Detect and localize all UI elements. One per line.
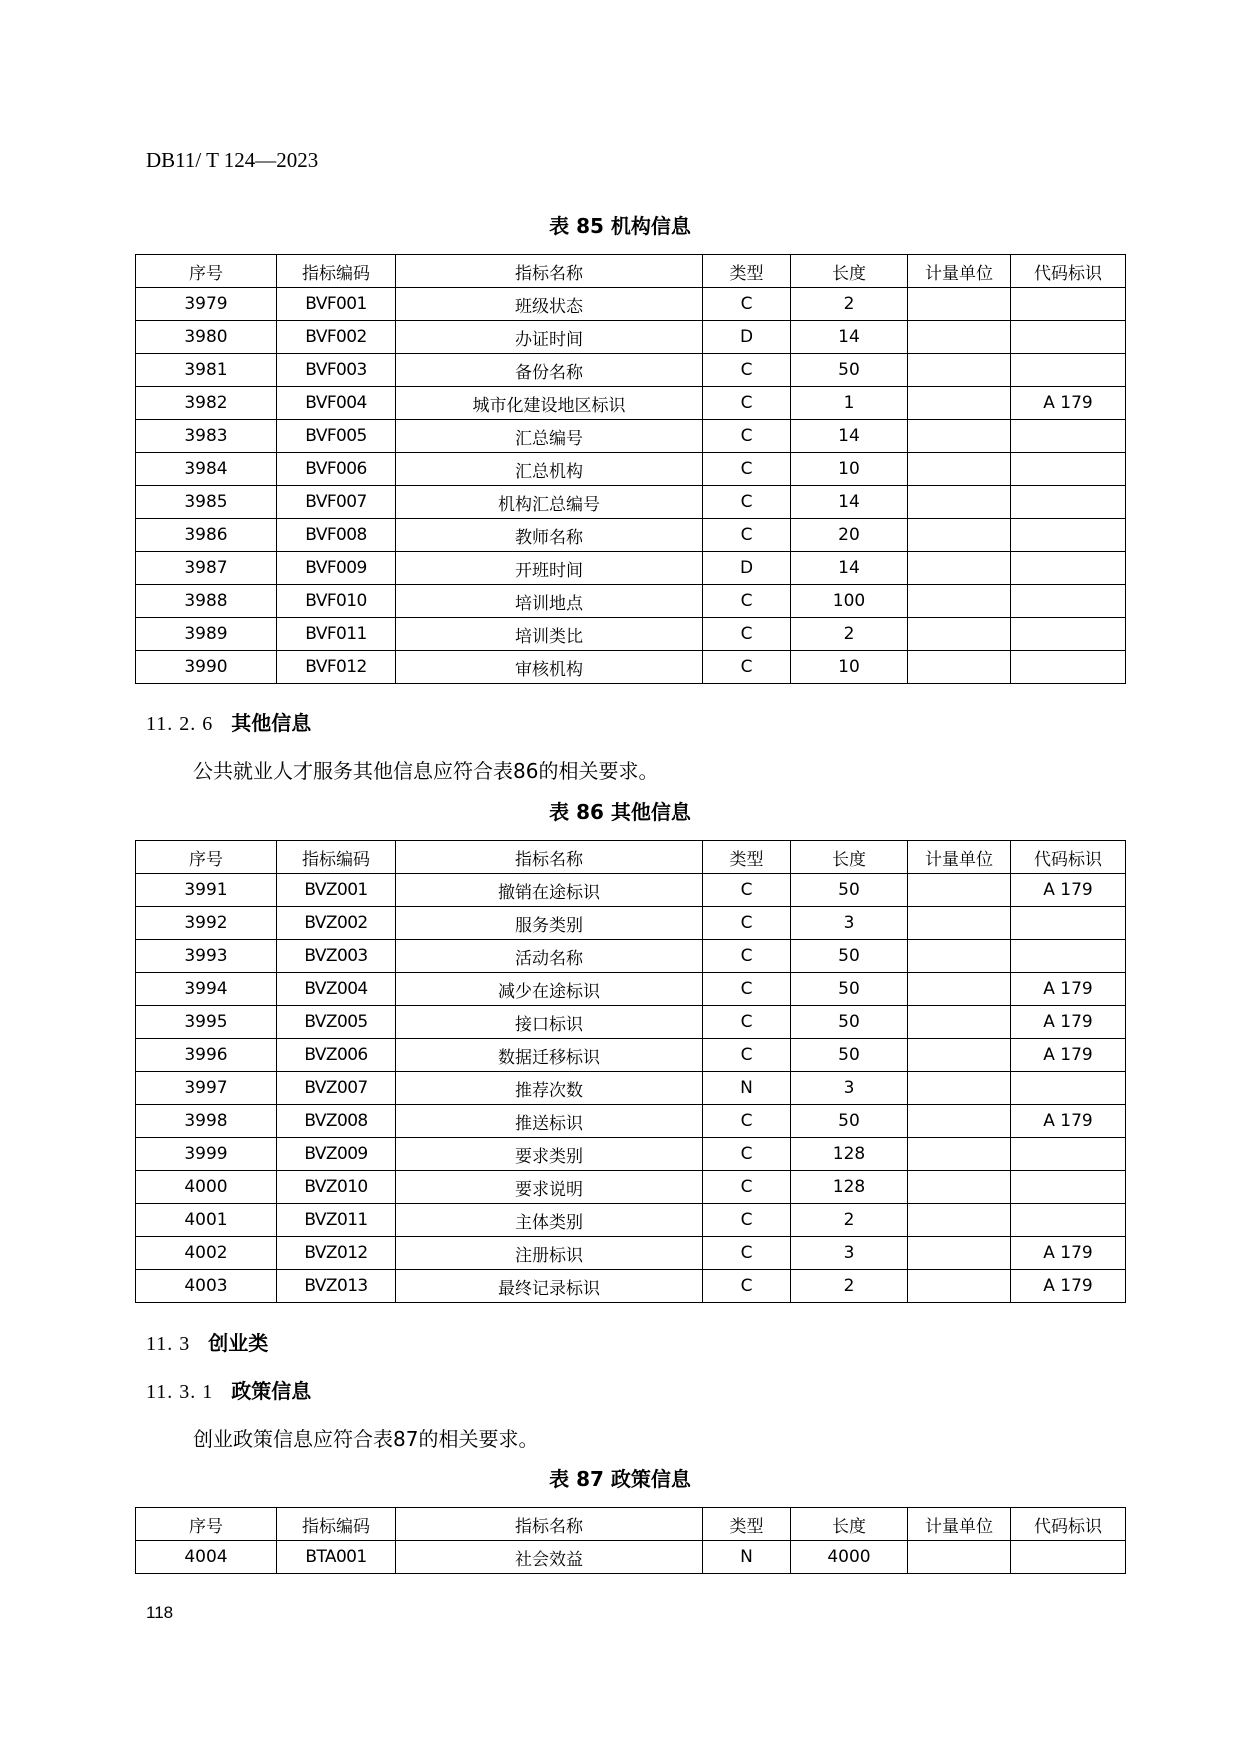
cell-type: C bbox=[703, 1105, 791, 1138]
cell-code-id bbox=[1011, 1138, 1126, 1171]
cell-unit bbox=[908, 1237, 1011, 1270]
col-header-type: 类型 bbox=[703, 841, 791, 874]
cell-name: 减少在途标识 bbox=[396, 973, 703, 1006]
cell-type: C bbox=[703, 387, 791, 420]
table-row bbox=[136, 453, 1126, 486]
cell-type: C bbox=[703, 288, 791, 321]
cell-seq: 3989 bbox=[136, 618, 277, 651]
cell-code-id bbox=[1011, 1072, 1126, 1105]
cell-code: BVZ007 bbox=[277, 1072, 396, 1105]
table-row bbox=[136, 1105, 1126, 1138]
cell-type: C bbox=[703, 519, 791, 552]
col-header-code-id: 代码标识 bbox=[1011, 255, 1126, 288]
cell-name: 活动名称 bbox=[396, 940, 703, 973]
cell-length: 128 bbox=[791, 1171, 908, 1204]
cell-seq: 3992 bbox=[136, 907, 277, 940]
cell-length: 2 bbox=[791, 1204, 908, 1237]
cell-code-id bbox=[1011, 486, 1126, 519]
cell-type: C bbox=[703, 651, 791, 684]
col-header-name: 指标名称 bbox=[396, 1508, 703, 1541]
cell-unit bbox=[908, 1204, 1011, 1237]
cell-length: 4000 bbox=[791, 1541, 908, 1574]
cell-name: 汇总机构 bbox=[396, 453, 703, 486]
cell-code: BVF006 bbox=[277, 453, 396, 486]
table-row bbox=[136, 585, 1126, 618]
cell-length: 100 bbox=[791, 585, 908, 618]
cell-length: 2 bbox=[791, 1270, 908, 1303]
table-85-caption: 表 85 机构信息 bbox=[549, 214, 691, 238]
cell-type: C bbox=[703, 1270, 791, 1303]
col-header-unit: 计量单位 bbox=[908, 255, 1011, 288]
cell-length: 14 bbox=[791, 420, 908, 453]
cell-length: 3 bbox=[791, 1072, 908, 1105]
col-header-length: 长度 bbox=[791, 841, 908, 874]
cell-length: 14 bbox=[791, 321, 908, 354]
cell-seq: 3991 bbox=[136, 874, 277, 907]
cell-type: C bbox=[703, 940, 791, 973]
cell-name: 社会效益 bbox=[396, 1541, 703, 1574]
cell-code-id bbox=[1011, 519, 1126, 552]
table-row bbox=[136, 874, 1126, 907]
cell-seq: 4002 bbox=[136, 1237, 277, 1270]
cell-seq: 3979 bbox=[136, 288, 277, 321]
cell-code: BVF004 bbox=[277, 387, 396, 420]
col-header-name: 指标名称 bbox=[396, 841, 703, 874]
cell-seq: 3999 bbox=[136, 1138, 277, 1171]
cell-code-id bbox=[1011, 651, 1126, 684]
section-title: 创业类 bbox=[208, 1331, 269, 1355]
cell-type: C bbox=[703, 1006, 791, 1039]
cell-type: C bbox=[703, 1138, 791, 1171]
cell-code: BVF009 bbox=[277, 552, 396, 585]
cell-seq: 3980 bbox=[136, 321, 277, 354]
cell-unit bbox=[908, 387, 1011, 420]
cell-unit bbox=[908, 973, 1011, 1006]
cell-code-id: A 179 bbox=[1011, 874, 1126, 907]
cell-code: BTA001 bbox=[277, 1541, 396, 1574]
cell-code: BVZ012 bbox=[277, 1237, 396, 1270]
col-header-code: 指标编码 bbox=[277, 841, 396, 874]
col-header-unit: 计量单位 bbox=[908, 1508, 1011, 1541]
cell-code-id bbox=[1011, 1204, 1126, 1237]
cell-name: 推送标识 bbox=[396, 1105, 703, 1138]
cell-name: 审核机构 bbox=[396, 651, 703, 684]
cell-name: 开班时间 bbox=[396, 552, 703, 585]
section-11-2-6-heading bbox=[146, 707, 311, 736]
cell-code-id bbox=[1011, 907, 1126, 940]
table-row bbox=[136, 1039, 1126, 1072]
cell-code: BVZ013 bbox=[277, 1270, 396, 1303]
cell-type: C bbox=[703, 1039, 791, 1072]
table-86-caption: 表 86 其他信息 bbox=[549, 800, 691, 824]
cell-name: 培训类比 bbox=[396, 618, 703, 651]
cell-length: 50 bbox=[791, 940, 908, 973]
section-11-3-1-text: 创业政策信息应符合表87的相关要求。 bbox=[193, 1427, 539, 1451]
cell-type: C bbox=[703, 874, 791, 907]
cell-code: BVF012 bbox=[277, 651, 396, 684]
table-row bbox=[136, 1541, 1126, 1574]
cell-code: BVZ002 bbox=[277, 907, 396, 940]
cell-code: BVZ010 bbox=[277, 1171, 396, 1204]
cell-code-id bbox=[1011, 585, 1126, 618]
cell-type: C bbox=[703, 1171, 791, 1204]
cell-unit bbox=[908, 552, 1011, 585]
cell-type: C bbox=[703, 354, 791, 387]
col-header-seq: 序号 bbox=[136, 1508, 277, 1541]
cell-code-id: A 179 bbox=[1011, 1039, 1126, 1072]
cell-unit bbox=[908, 907, 1011, 940]
cell-unit bbox=[908, 453, 1011, 486]
cell-unit bbox=[908, 519, 1011, 552]
cell-type: C bbox=[703, 1204, 791, 1237]
col-header-code-id: 代码标识 bbox=[1011, 1508, 1126, 1541]
table-row bbox=[136, 288, 1126, 321]
cell-code-id bbox=[1011, 940, 1126, 973]
cell-type: D bbox=[703, 552, 791, 585]
cell-unit bbox=[908, 874, 1011, 907]
document-code: DB11/ T 124—2023 bbox=[146, 148, 319, 172]
cell-length: 50 bbox=[791, 874, 908, 907]
cell-seq: 3998 bbox=[136, 1105, 277, 1138]
cell-seq: 3981 bbox=[136, 354, 277, 387]
section-number: 11. 3. 1 bbox=[146, 1381, 214, 1403]
table-row bbox=[136, 420, 1126, 453]
table-row bbox=[136, 1171, 1126, 1204]
table-header-row bbox=[136, 1508, 1126, 1541]
col-header-unit: 计量单位 bbox=[908, 841, 1011, 874]
table-row bbox=[136, 321, 1126, 354]
cell-unit bbox=[908, 486, 1011, 519]
section-title: 政策信息 bbox=[231, 1379, 312, 1403]
cell-code-id: A 179 bbox=[1011, 387, 1126, 420]
col-header-seq: 序号 bbox=[136, 841, 277, 874]
section-number: 11. 3 bbox=[146, 1333, 191, 1355]
col-header-seq: 序号 bbox=[136, 255, 277, 288]
table-85 bbox=[135, 254, 1126, 684]
cell-length: 128 bbox=[791, 1138, 908, 1171]
table-row bbox=[136, 1006, 1126, 1039]
cell-length: 50 bbox=[791, 354, 908, 387]
cell-length: 3 bbox=[791, 1237, 908, 1270]
cell-type: C bbox=[703, 907, 791, 940]
cell-unit bbox=[908, 1541, 1011, 1574]
cell-unit bbox=[908, 420, 1011, 453]
cell-unit bbox=[908, 1039, 1011, 1072]
cell-length: 10 bbox=[791, 453, 908, 486]
table-row bbox=[136, 651, 1126, 684]
cell-seq: 3997 bbox=[136, 1072, 277, 1105]
table-row bbox=[136, 973, 1126, 1006]
cell-name: 服务类别 bbox=[396, 907, 703, 940]
cell-type: C bbox=[703, 973, 791, 1006]
cell-seq: 3988 bbox=[136, 585, 277, 618]
cell-length: 1 bbox=[791, 387, 908, 420]
section-11-3-heading bbox=[146, 1327, 268, 1356]
cell-unit bbox=[908, 288, 1011, 321]
cell-length: 50 bbox=[791, 1006, 908, 1039]
cell-name: 汇总编号 bbox=[396, 420, 703, 453]
cell-unit bbox=[908, 1138, 1011, 1171]
cell-name: 数据迁移标识 bbox=[396, 1039, 703, 1072]
cell-name: 班级状态 bbox=[396, 288, 703, 321]
cell-type: C bbox=[703, 585, 791, 618]
table-86 bbox=[135, 840, 1126, 1303]
cell-unit bbox=[908, 354, 1011, 387]
cell-name: 接口标识 bbox=[396, 1006, 703, 1039]
cell-name: 教师名称 bbox=[396, 519, 703, 552]
cell-type: C bbox=[703, 420, 791, 453]
table-row bbox=[136, 618, 1126, 651]
table-row bbox=[136, 519, 1126, 552]
cell-code: BVF011 bbox=[277, 618, 396, 651]
cell-name: 城市化建设地区标识 bbox=[396, 387, 703, 420]
cell-type: C bbox=[703, 618, 791, 651]
cell-seq: 3995 bbox=[136, 1006, 277, 1039]
cell-seq: 4001 bbox=[136, 1204, 277, 1237]
cell-seq: 3987 bbox=[136, 552, 277, 585]
cell-code: BVF010 bbox=[277, 585, 396, 618]
cell-code: BVZ008 bbox=[277, 1105, 396, 1138]
table-row bbox=[136, 1072, 1126, 1105]
table-87-caption: 表 87 政策信息 bbox=[549, 1467, 691, 1491]
cell-type: C bbox=[703, 1237, 791, 1270]
cell-unit bbox=[908, 1006, 1011, 1039]
cell-unit bbox=[908, 1072, 1011, 1105]
cell-unit bbox=[908, 585, 1011, 618]
cell-seq: 4000 bbox=[136, 1171, 277, 1204]
table-87 bbox=[135, 1507, 1126, 1574]
cell-seq: 3985 bbox=[136, 486, 277, 519]
cell-seq: 3984 bbox=[136, 453, 277, 486]
cell-seq: 3994 bbox=[136, 973, 277, 1006]
cell-code: BVZ003 bbox=[277, 940, 396, 973]
col-header-type: 类型 bbox=[703, 255, 791, 288]
cell-code: BVF007 bbox=[277, 486, 396, 519]
cell-code: BVZ005 bbox=[277, 1006, 396, 1039]
cell-code-id: A 179 bbox=[1011, 1006, 1126, 1039]
cell-length: 50 bbox=[791, 1039, 908, 1072]
cell-length: 10 bbox=[791, 651, 908, 684]
table-row bbox=[136, 1270, 1126, 1303]
cell-code-id bbox=[1011, 552, 1126, 585]
cell-length: 50 bbox=[791, 1105, 908, 1138]
cell-seq: 4003 bbox=[136, 1270, 277, 1303]
cell-code: BVF002 bbox=[277, 321, 396, 354]
table-row bbox=[136, 907, 1126, 940]
cell-code-id: A 179 bbox=[1011, 1237, 1126, 1270]
col-header-length: 长度 bbox=[791, 255, 908, 288]
cell-length: 20 bbox=[791, 519, 908, 552]
cell-seq: 3982 bbox=[136, 387, 277, 420]
cell-unit bbox=[908, 1171, 1011, 1204]
cell-unit bbox=[908, 321, 1011, 354]
cell-name: 办证时间 bbox=[396, 321, 703, 354]
cell-code-id bbox=[1011, 1171, 1126, 1204]
table-header-row bbox=[136, 841, 1126, 874]
table-row bbox=[136, 552, 1126, 585]
cell-code-id: A 179 bbox=[1011, 1105, 1126, 1138]
cell-length: 3 bbox=[791, 907, 908, 940]
cell-name: 注册标识 bbox=[396, 1237, 703, 1270]
col-header-code: 指标编码 bbox=[277, 1508, 396, 1541]
cell-length: 14 bbox=[791, 486, 908, 519]
cell-code: BVZ009 bbox=[277, 1138, 396, 1171]
cell-unit bbox=[908, 1270, 1011, 1303]
cell-seq: 3993 bbox=[136, 940, 277, 973]
page-number: 118 bbox=[146, 1603, 174, 1622]
table-row bbox=[136, 486, 1126, 519]
cell-code: BVF003 bbox=[277, 354, 396, 387]
cell-name: 要求类别 bbox=[396, 1138, 703, 1171]
cell-unit bbox=[908, 651, 1011, 684]
cell-name: 要求说明 bbox=[396, 1171, 703, 1204]
cell-type: C bbox=[703, 486, 791, 519]
cell-name: 机构汇总编号 bbox=[396, 486, 703, 519]
cell-code-id: A 179 bbox=[1011, 1270, 1126, 1303]
col-header-code: 指标编码 bbox=[277, 255, 396, 288]
cell-seq: 3986 bbox=[136, 519, 277, 552]
table-row bbox=[136, 940, 1126, 973]
cell-code: BVF005 bbox=[277, 420, 396, 453]
cell-code-id bbox=[1011, 453, 1126, 486]
cell-code-id bbox=[1011, 321, 1126, 354]
cell-name: 撤销在途标识 bbox=[396, 874, 703, 907]
section-number: 11. 2. 6 bbox=[146, 713, 214, 735]
section-11-2-6-text: 公共就业人才服务其他信息应符合表86的相关要求。 bbox=[193, 759, 659, 783]
col-header-type: 类型 bbox=[703, 1508, 791, 1541]
cell-code-id: A 179 bbox=[1011, 973, 1126, 1006]
table-row bbox=[136, 1237, 1126, 1270]
cell-name: 最终记录标识 bbox=[396, 1270, 703, 1303]
cell-code: BVZ001 bbox=[277, 874, 396, 907]
cell-code: BVZ011 bbox=[277, 1204, 396, 1237]
cell-code: BVF008 bbox=[277, 519, 396, 552]
col-header-code-id: 代码标识 bbox=[1011, 841, 1126, 874]
cell-seq: 3990 bbox=[136, 651, 277, 684]
cell-type: N bbox=[703, 1072, 791, 1105]
cell-unit bbox=[908, 940, 1011, 973]
cell-code-id bbox=[1011, 1541, 1126, 1574]
cell-type: D bbox=[703, 321, 791, 354]
cell-type: C bbox=[703, 453, 791, 486]
cell-seq: 4004 bbox=[136, 1541, 277, 1574]
col-header-name: 指标名称 bbox=[396, 255, 703, 288]
cell-length: 50 bbox=[791, 973, 908, 1006]
section-11-3-1-heading bbox=[146, 1375, 311, 1404]
cell-length: 2 bbox=[791, 618, 908, 651]
table-header-row bbox=[136, 255, 1126, 288]
cell-length: 14 bbox=[791, 552, 908, 585]
cell-type: N bbox=[703, 1541, 791, 1574]
cell-code-id bbox=[1011, 420, 1126, 453]
table-row bbox=[136, 1138, 1126, 1171]
table-row bbox=[136, 387, 1126, 420]
cell-unit bbox=[908, 1105, 1011, 1138]
cell-code: BVZ006 bbox=[277, 1039, 396, 1072]
cell-name: 培训地点 bbox=[396, 585, 703, 618]
cell-code-id bbox=[1011, 288, 1126, 321]
cell-seq: 3996 bbox=[136, 1039, 277, 1072]
cell-code-id bbox=[1011, 618, 1126, 651]
section-title: 其他信息 bbox=[231, 711, 312, 735]
cell-code-id bbox=[1011, 354, 1126, 387]
cell-seq: 3983 bbox=[136, 420, 277, 453]
table-row bbox=[136, 1204, 1126, 1237]
cell-length: 2 bbox=[791, 288, 908, 321]
cell-name: 推荐次数 bbox=[396, 1072, 703, 1105]
cell-name: 备份名称 bbox=[396, 354, 703, 387]
col-header-length: 长度 bbox=[791, 1508, 908, 1541]
cell-name: 主体类别 bbox=[396, 1204, 703, 1237]
table-row bbox=[136, 354, 1126, 387]
cell-code: BVZ004 bbox=[277, 973, 396, 1006]
cell-unit bbox=[908, 618, 1011, 651]
cell-code: BVF001 bbox=[277, 288, 396, 321]
